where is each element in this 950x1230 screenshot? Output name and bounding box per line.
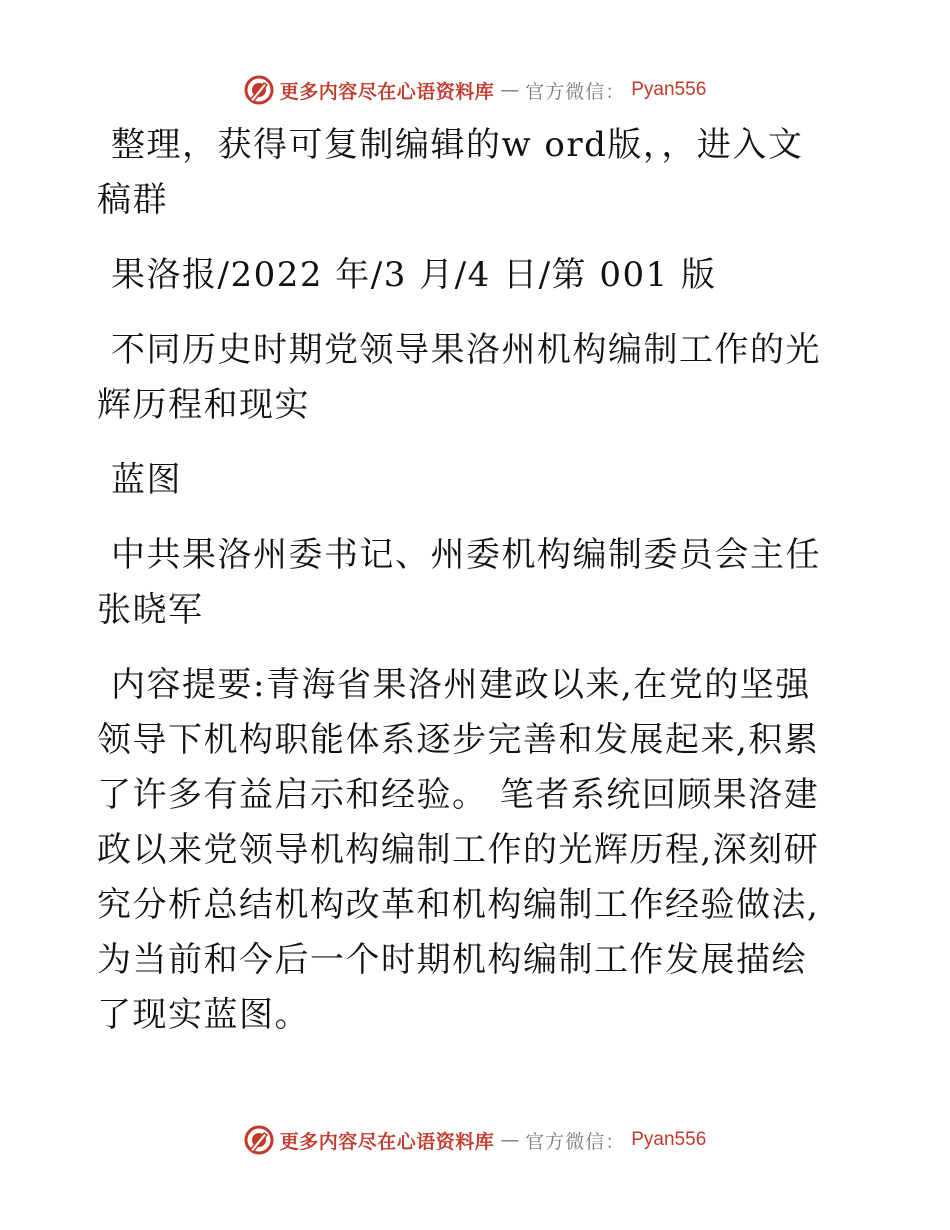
watermark-separator: —	[500, 1129, 520, 1151]
document-body	[97, 118, 837, 1063]
footer-watermark	[0, 1120, 950, 1160]
red-circle-pen-logo-icon	[244, 1125, 274, 1155]
watermark-id: Pyan556	[631, 79, 707, 100]
watermark-text: 更多内容尽在心语资料库	[279, 80, 495, 103]
paragraph-author: 中共果洛州委书记、州委机构编制委员会主任张晓军	[97, 535, 821, 630]
paragraph-title: 不同历史时期党领导果洛州机构编制工作的光辉历程和现实	[97, 330, 821, 425]
watermark-id: Pyan556	[631, 1129, 707, 1150]
watermark-text: 更多内容尽在心语资料库	[279, 1130, 495, 1153]
paragraph-source: 果洛报/2022 年/3 月/4 日/第 001 版	[111, 255, 717, 295]
paragraph-abstract: 内容提要:青海省果洛州建政以来,在党的坚强领导下机构职能体系逐步完善和发展起来,积累了许多有益启示和经验。 笔者系统回顾果洛建政以来党领导机构编制工作的光辉历程,深刻研究分析总结机构改革和机构编制工作经验做法,为当前和今后一个时期机构编制工作发展描绘了现实蓝图。	[97, 665, 820, 1035]
watermark-label: 官方微信：	[525, 80, 626, 103]
paragraph-title-continued: 蓝图	[111, 460, 182, 500]
red-circle-pen-logo-icon	[244, 75, 274, 105]
paragraph-notice: 整理，获得可复制编辑的w ord版，，进入文稿群	[97, 125, 804, 220]
header-watermark	[0, 70, 950, 110]
watermark-separator: —	[500, 79, 520, 101]
watermark-label: 官方微信：	[525, 1130, 626, 1153]
